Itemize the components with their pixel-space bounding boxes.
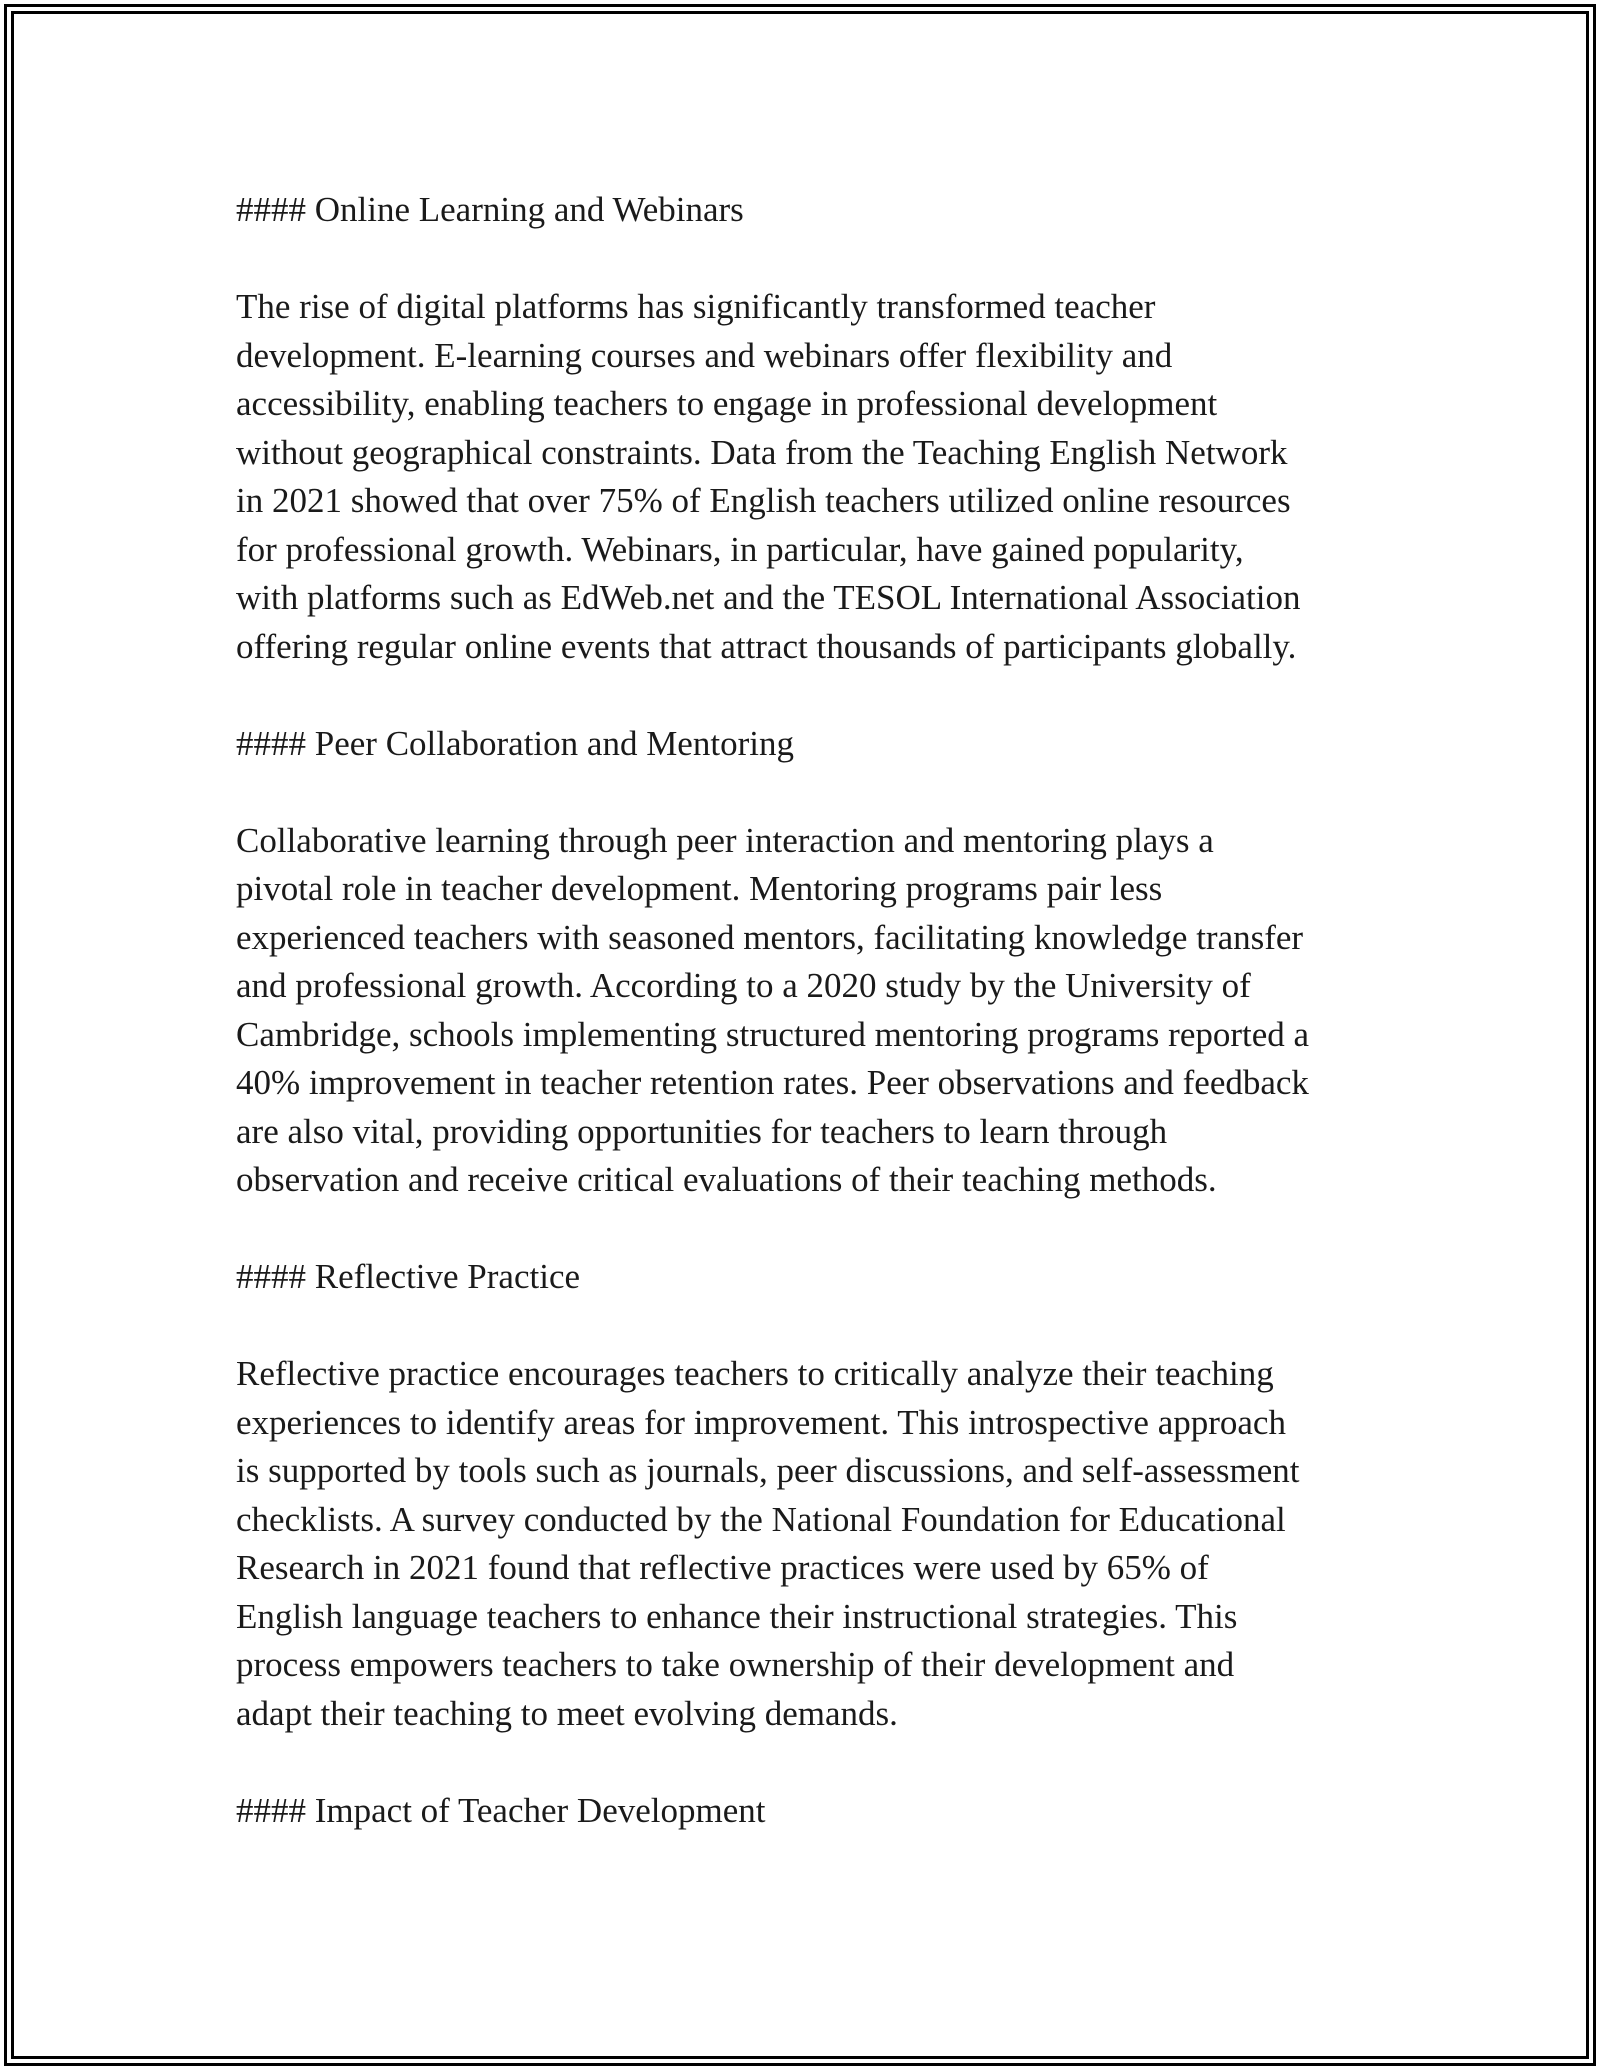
paragraph-line: Research in 2021 found that reflective practices were used by 65% of [236, 1548, 1209, 1587]
paragraph-line: 40% improvement in teacher retention rates. Peer observations and feedback [236, 1063, 1309, 1102]
section-heading: #### Impact of Teacher Development [236, 1790, 766, 1830]
section-paragraph [236, 283, 1386, 671]
paragraph-line: pivotal role in teacher development. Mentoring programs pair less [236, 869, 1163, 908]
paragraph-line: without geographical constraints. Data from the Teaching English Network [236, 432, 1288, 472]
document-body [236, 186, 1386, 1884]
section-paragraph [236, 1350, 1386, 1738]
paragraph-line: in 2021 showed that over 75% of English teachers utilized online resources [236, 481, 1291, 520]
paragraph-line: and professional growth. According to a 2020 study by the University of [236, 966, 1251, 1005]
paragraph-line: experienced teachers with seasoned mentors, facilitating knowledge transfer [236, 917, 1304, 957]
section-online-learning [236, 186, 1386, 671]
paragraph-line: development. E-learning courses and webinars offer flexibility and [236, 335, 1173, 375]
section-heading: #### Peer Collaboration and Mentoring [236, 723, 794, 763]
section-paragraph [236, 817, 1386, 1205]
paragraph-line: Reflective practice encourages teachers to critically analyze their teaching [236, 1354, 1274, 1393]
section-reflective-practice [236, 1253, 1386, 1738]
paragraph-line: are also vital, providing opportunities for teachers to learn through [236, 1111, 1168, 1151]
paragraph-line: adapt their teaching to meet evolving demands. [236, 1693, 898, 1733]
section-peer-collaboration [236, 720, 1386, 1205]
paragraph-line: with platforms such as EdWeb.net and the TESOL International Association [236, 578, 1301, 617]
paragraph-line: English language teachers to enhance their instructional strategies. This [236, 1596, 1238, 1636]
paragraph-line: for professional growth. Webinars, in particular, have gained popularity, [236, 529, 1244, 569]
paragraph-line: offering regular online events that attract thousands of participants globally. [236, 626, 1297, 666]
section-heading: #### Online Learning and Webinars [236, 190, 744, 229]
paragraph-line: experiences to identify areas for improvement. This introspective approach [236, 1402, 1286, 1442]
paragraph-line: process empowers teachers to take ownership of their development and [236, 1645, 1235, 1684]
paragraph-line: observation and receive critical evaluations of their teaching methods. [236, 1160, 1217, 1199]
paragraph-line: accessibility, enabling teachers to engage in professional development [236, 384, 1218, 423]
paragraph-line: Cambridge, schools implementing structured mentoring programs reported a [236, 1014, 1310, 1054]
section-heading: #### Reflective Practice [236, 1257, 581, 1296]
paragraph-line: Collaborative learning through peer interaction and mentoring plays a [236, 820, 1214, 860]
paragraph-line: The rise of digital platforms has significantly transformed teacher [236, 287, 1156, 326]
paragraph-line: checklists. A survey conducted by the National Foundation for Educational [236, 1499, 1286, 1539]
section-impact [236, 1787, 1386, 1836]
paragraph-line: is supported by tools such as journals, peer discussions, and self-assessment [236, 1451, 1300, 1490]
